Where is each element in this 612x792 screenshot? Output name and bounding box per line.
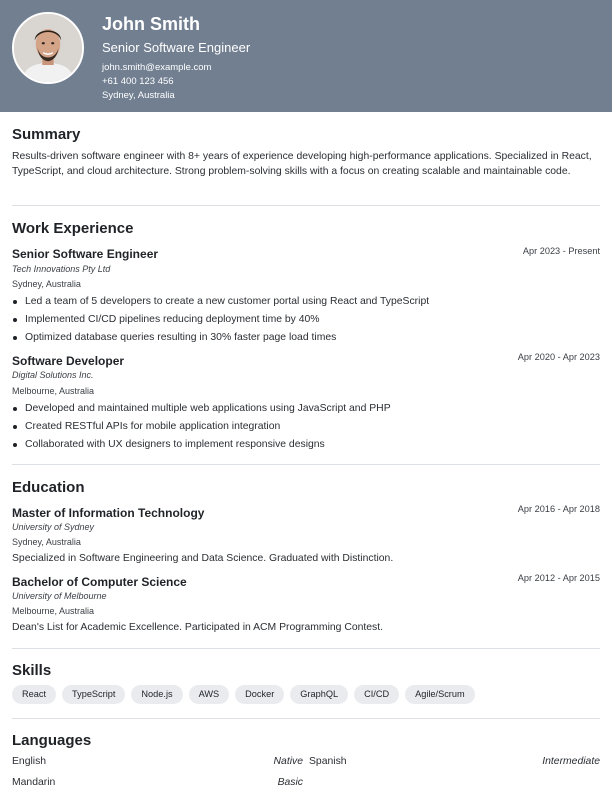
summary-text: Results-driven software engineer with 8+ years of experience developing high-performance applications. Specialized in React, TypeScript, and cloud architecture. Strong problem-solving skills with a focus on creating scalable and maintainable code. [12,151,592,177]
section-divider [12,464,600,465]
degree-title: Bachelor of Computer Science [12,575,187,589]
job-bullets [12,400,602,454]
list-item: Implemented CI/CD pipelines reducing deployment time by 40% [12,311,602,329]
profile-photo-icon [14,14,82,82]
school-location: Sydney, Australia [12,537,81,547]
candidate-name: John Smith [102,14,200,34]
list-item: Optimized database queries resulting in 30% faster page load times [12,329,602,347]
language-level: Basic [277,777,303,788]
location-text: Sydney, Australia [102,90,175,101]
list-item: Collaborated with UX designers to implement responsive designs [12,436,602,454]
education-description: Specialized in Software Engineering and Data Science. Graduated with Distinction. [12,553,394,564]
language-level: Native [273,756,303,767]
section-divider [12,648,600,649]
skill-chip: Agile/Scrum [405,685,475,704]
language-name: English [12,756,47,767]
school-name: University of Sydney [12,522,95,532]
summary-heading: Summary [12,126,81,143]
company-name: Digital Solutions Inc. [12,370,94,380]
job-title: Senior Software Engineer [12,247,159,261]
job-location: Sydney, Australia [12,279,81,289]
job-location: Melbourne, Australia [12,386,95,396]
company-name: Tech Innovations Pty Ltd [12,264,111,274]
skill-chip: Docker [235,685,284,704]
skill-chip: CI/CD [354,685,399,704]
skill-chip: AWS [189,685,230,704]
language-name: Mandarin [12,777,56,788]
language-name: Spanish [309,756,347,767]
skills-list [12,685,475,704]
avatar [12,12,84,84]
education-heading: Education [12,479,85,496]
education-description: Dean's List for Academic Excellence. Participated in ACM Programming Contest. [12,622,384,633]
list-item: Led a team of 5 developers to create a new customer portal using React and TypeScript [12,293,602,311]
list-item: Developed and maintained multiple web applications using JavaScript and PHP [12,400,602,418]
skill-chip: TypeScript [62,685,125,704]
job-dates: Apr 2020 - Apr 2023 [517,352,600,362]
school-name: University of Melbourne [12,591,107,601]
resume-header [0,0,612,112]
work-experience-heading: Work Experience [12,220,134,237]
degree-title: Master of Information Technology [12,506,205,520]
education-dates: Apr 2012 - Apr 2015 [517,573,600,583]
skills-heading: Skills [12,662,52,679]
section-divider [12,205,600,206]
skill-chip: Node.js [131,685,182,704]
section-divider [12,718,600,719]
phone-text: +61 400 123 456 [102,76,174,87]
job-bullets [12,293,602,347]
education-dates: Apr 2016 - Apr 2018 [517,504,600,514]
language-level: Intermediate [542,756,600,767]
job-title: Software Developer [12,354,125,368]
job-dates: Apr 2023 - Present [522,246,600,256]
email-text: john.smith@example.com [102,62,212,73]
list-item: Created RESTful APIs for mobile application integration [12,418,602,436]
languages-heading: Languages [12,732,92,749]
school-location: Melbourne, Australia [12,606,95,616]
skill-chip: GraphQL [290,685,348,704]
candidate-title: Senior Software Engineer [102,40,251,55]
skill-chip: React [12,685,56,704]
